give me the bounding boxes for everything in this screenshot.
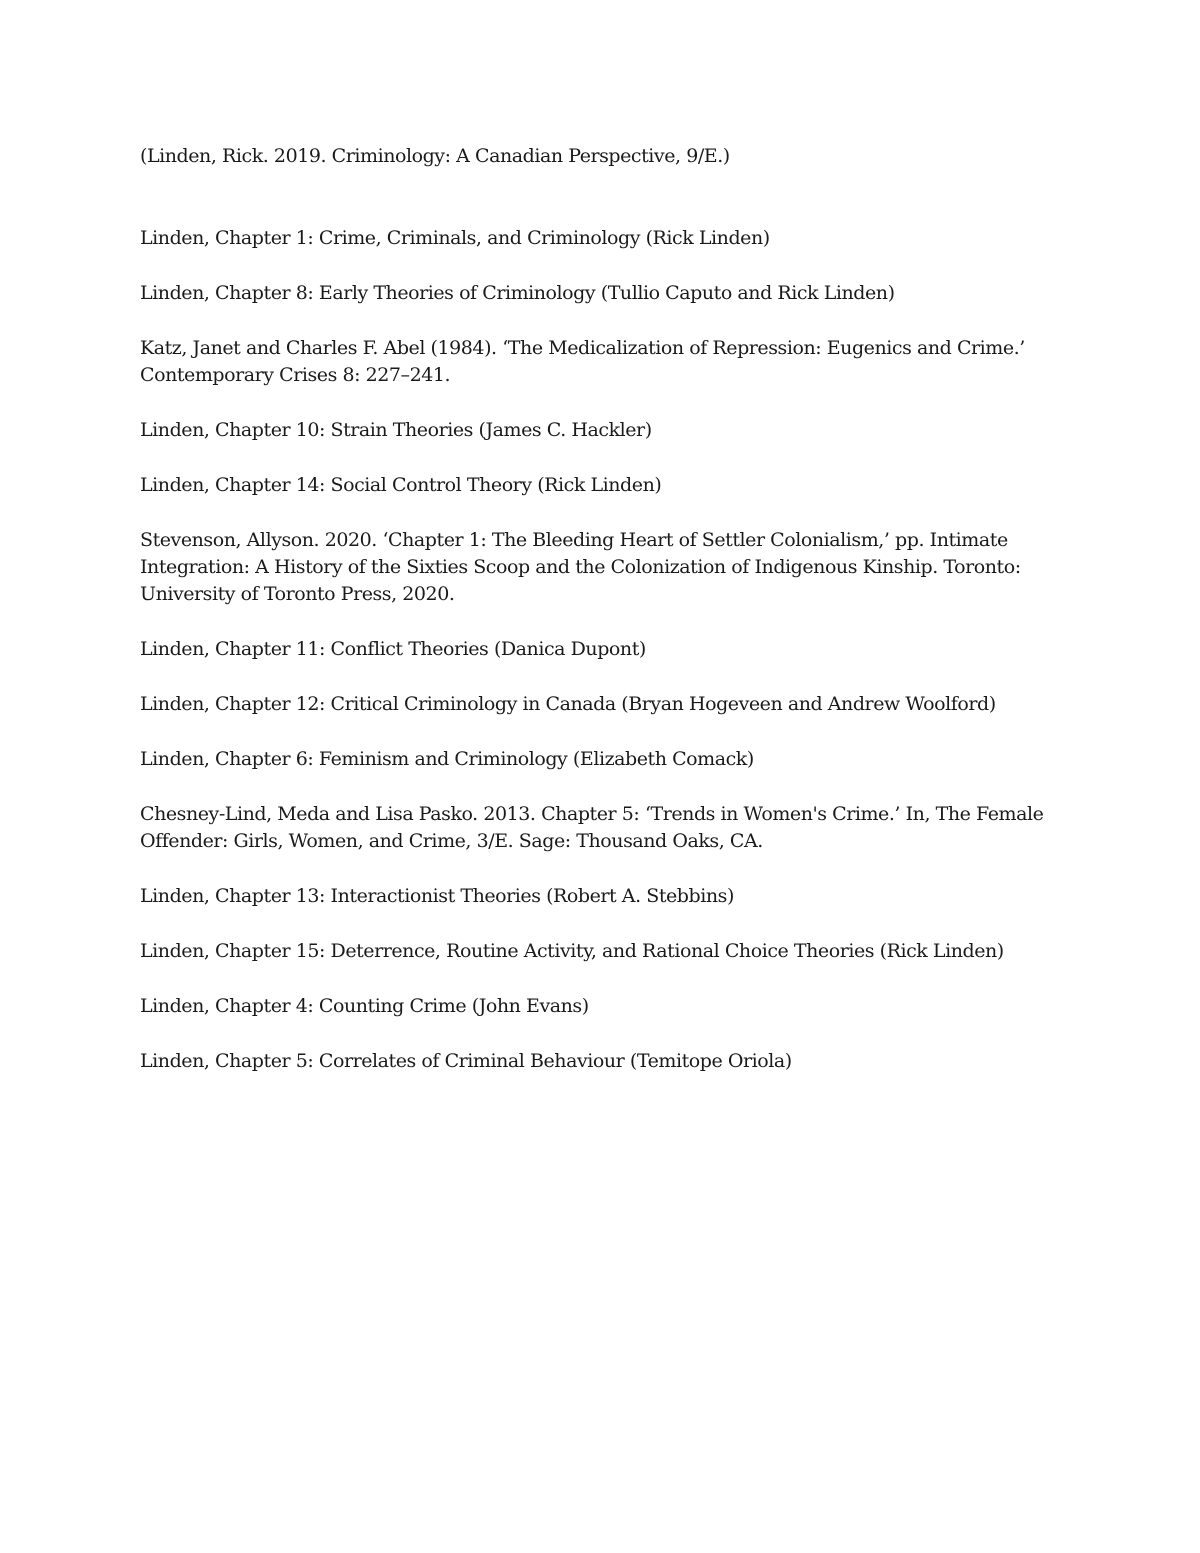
reading-entry: Linden, Chapter 12: Critical Criminology in Canada (Bryan Hogeveen and Andrew Woolford) [140, 693, 996, 715]
reading-entry: Linden, Chapter 14: Social Control Theory (Rick Linden) [140, 474, 662, 496]
reading-list [140, 143, 1060, 1103]
reading-entry: Linden, Chapter 4: Counting Crime (John Evans) [140, 995, 589, 1017]
reading-entry: Chesney-Lind, Meda and Lisa Pasko. 2013. Chapter 5: ‘Trends in Women's Crime.’ In, The Female Offender: Girls, Women, and Crime, 3/E. Sage: Thousand Oaks, CA. [140, 803, 1044, 852]
reading-entry: Linden, Chapter 10: Strain Theories (James C. Hackler) [140, 419, 652, 441]
reading-entry: Linden, Chapter 8: Early Theories of Criminology (Tullio Caputo and Rick Linden) [140, 282, 895, 304]
reading-entry: Stevenson, Allyson. 2020. ‘Chapter 1: The Bleeding Heart of Settler Colonialism,’ pp. Intimate Integration: A History of the Sixties Scoop and the Colonization of Indigenous Kinship. Toronto: University of Toronto Press, 2020. [140, 529, 1021, 605]
reading-entry: Linden, Chapter 11: Conflict Theories (Danica Dupont) [140, 638, 646, 660]
reading-entry: Linden, Chapter 1: Crime, Criminals, and Criminology (Rick Linden) [140, 227, 770, 249]
reading-entry: Linden, Chapter 6: Feminism and Criminology (Elizabeth Comack) [140, 748, 754, 770]
reading-entry: Linden, Chapter 13: Interactionist Theories (Robert A. Stebbins) [140, 885, 734, 907]
reading-entry: Linden, Chapter 15: Deterrence, Routine Activity, and Rational Choice Theories (Rick Linden) [140, 940, 1004, 962]
textbook-citation: (Linden, Rick. 2019. Criminology: A Canadian Perspective, 9/E.) [140, 145, 730, 167]
reading-entry: Linden, Chapter 5: Correlates of Criminal Behaviour (Temitope Oriola) [140, 1050, 792, 1072]
reading-entry: Katz, Janet and Charles F. Abel (1984). ‘The Medicalization of Repression: Eugenics and Crime.’ Contemporary Crises 8: 227–241. [140, 337, 1025, 386]
